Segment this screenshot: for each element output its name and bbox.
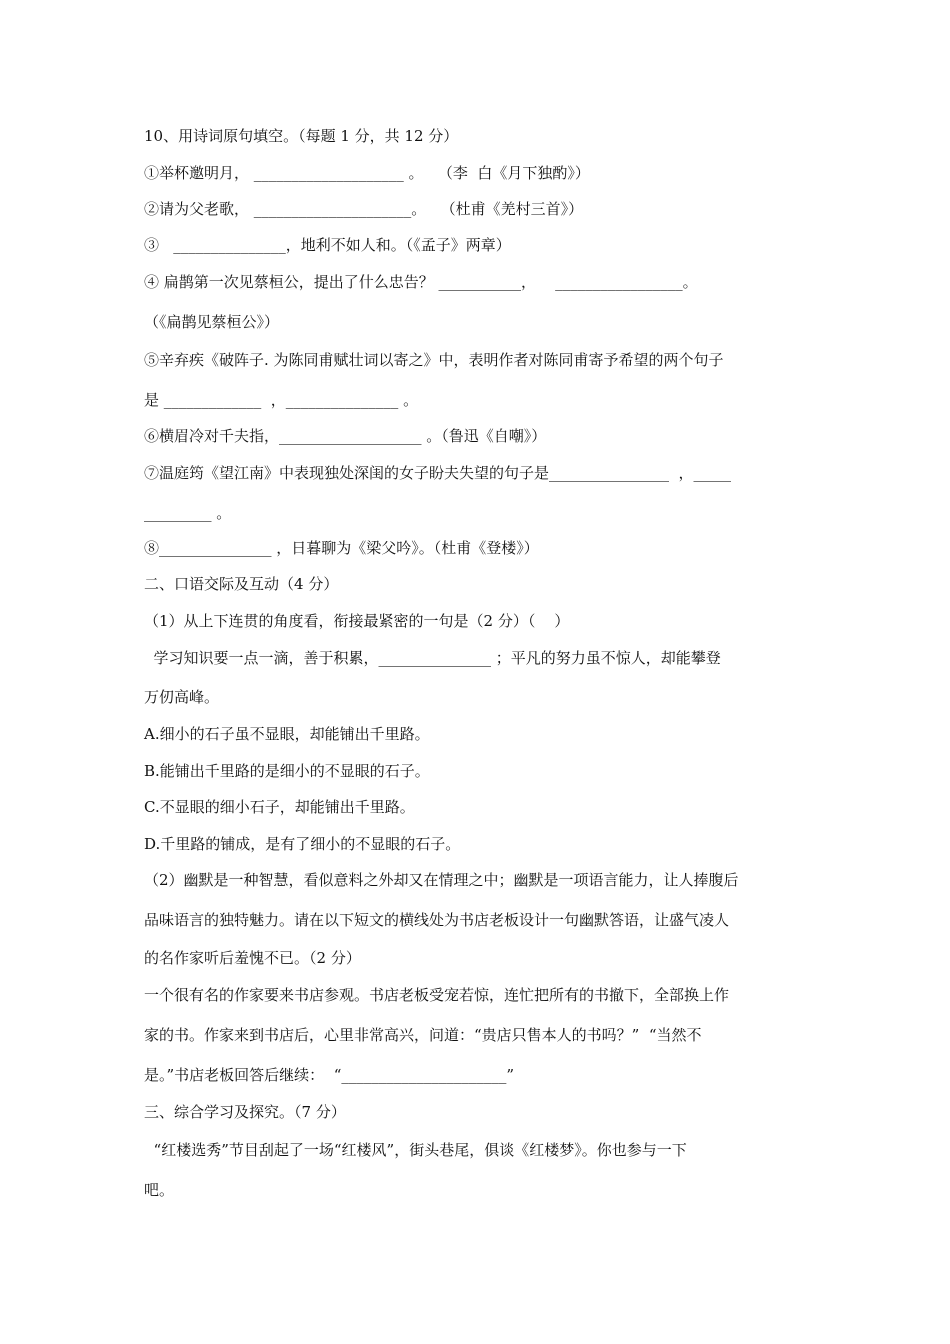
story-text-cont-1: 家的书。作家来到书店后，心里非常高兴，问道：“贵店只售本人的书吗？” “当然不 [144,1026,702,1044]
section-3-text: “红楼选秀”节目刮起了一场“红楼风”，街头巷尾，俱谈《红楼梦》。你也参与一下 [144,1141,687,1159]
question-10-heading: 10、用诗词原句填空。（每题 1 分，共 12 分） [144,127,459,145]
blank-7: ⑦温庭筠《望江南》中表现独处深闺的女子盼夫失望的句子是________________ ，_____ [144,464,732,482]
question-2-cont-1: 品味语言的独特魅力。请在以下短文的横线处为书店老板设计一句幽默答语，让盛气凌人 [144,911,730,929]
story-text-cont-2: 是。”书店老板回答后继续： “______________________” [144,1066,515,1084]
blank-3: ③ _______________，地利不如人和。（《孟子》两章） [144,236,511,254]
question-1-text-cont: 万仞高峰。 [144,688,220,706]
blank-7-cont: _________ 。 [144,504,232,522]
question-2-cont-2: 的名作家听后羞愧不已。（2 分） [144,949,361,967]
question-1-text: 学习知识要一点一滴，善于积累，_______________ ；平凡的努力虽不惊人，却能攀登 [144,649,721,667]
blank-4-source: （《扁鹊见蔡桓公》） [144,313,280,331]
option-a: A.细小的石子虽不显眼，却能铺出千里路。 [144,725,430,743]
option-b: B.能铺出千里路的是细小的不显眼的石子。 [144,762,430,780]
question-1: （1）从上下连贯的角度看，衔接最紧密的一句是（2 分）（ ） [144,612,570,630]
section-3-text-cont: 吧。 [144,1181,175,1199]
section-3-heading: 三、综合学习及探究。（7 分） [144,1103,346,1121]
blank-6: ⑥横眉冷对千夫指，___________________ 。（鲁迅《自嘲》） [144,427,547,445]
blank-8: ⑧_______________ ，日暮聊为《梁父吟》。（杜甫《登楼》） [144,539,539,557]
blank-5: ⑤辛弃疾《破阵子. 为陈同甫赋壮词以寄之》中，表明作者对陈同甫寄予希望的两个句子 [144,351,724,369]
section-2-heading: 二、口语交际及互动（4 分） [144,575,339,593]
story-text: 一个很有名的作家要来书店参观。书店老板受宠若惊，连忙把所有的书撤下，全部换上作 [144,986,730,1004]
option-d: D.千里路的铺成，是有了细小的不显眼的石子。 [144,835,461,853]
blank-2: ②请为父老歌， _____________________。 （杜甫《羌村三首》） [144,200,584,218]
blank-4: ④ 扁鹊第一次见蔡桓公，提出了什么忠告？ ___________， _________________。 [144,273,698,291]
blank-5-cont: 是 _____________ ，_______________ 。 [144,391,419,409]
option-c: C.不显眼的细小石子，却能铺出千里路。 [144,798,415,816]
question-2: （2）幽默是一种智慧，看似意料之外却又在情理之中；幽默是一项语言能力，让人捧腹后 [144,871,739,889]
blank-1: ①举杯邀明月， ____________________ 。 （李 白《月下独酌》） [144,164,590,182]
